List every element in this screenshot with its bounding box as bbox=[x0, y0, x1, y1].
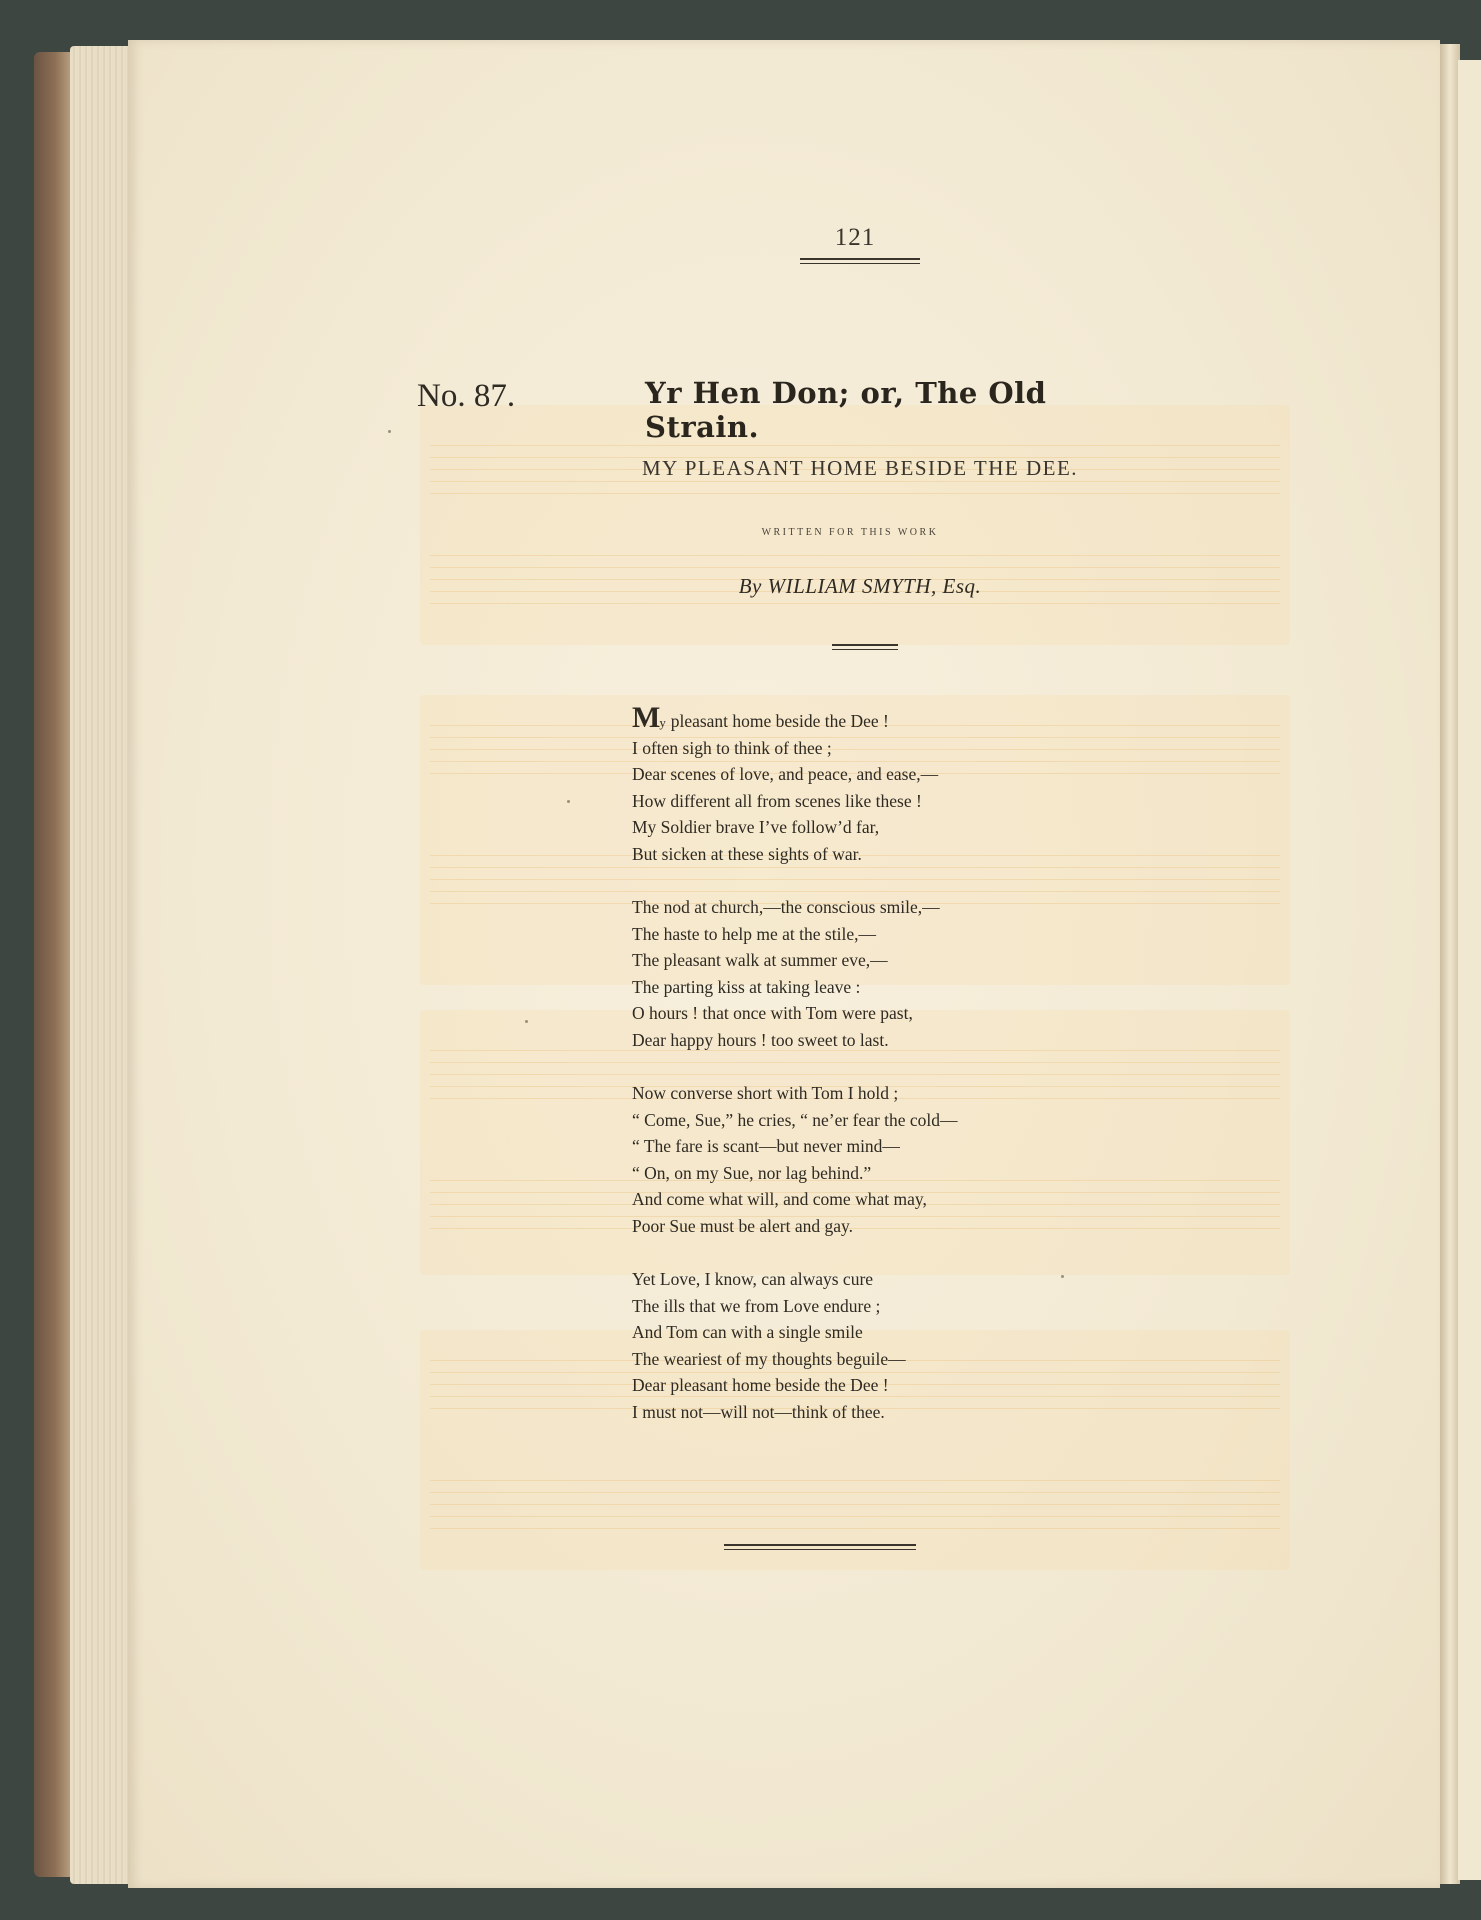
poem-line: How different all from scenes like these ! bbox=[632, 790, 922, 811]
stanza bbox=[632, 701, 1192, 867]
poem-line: The parting kiss at taking leave : bbox=[632, 976, 861, 997]
stanza bbox=[632, 1266, 1192, 1425]
poem-line: The haste to help me at the stile,— bbox=[632, 923, 876, 944]
poem-line: I often sigh to think of thee ; bbox=[632, 737, 832, 758]
page-number: 121 bbox=[834, 224, 876, 251]
drop-cap-rest: y bbox=[659, 715, 667, 730]
paper-speck bbox=[388, 430, 391, 433]
stanza bbox=[632, 894, 1192, 1053]
closing-rule bbox=[724, 1544, 916, 1546]
paper-speck bbox=[1061, 1275, 1064, 1278]
poem-line: Now converse short with Tom I hold ; bbox=[632, 1083, 899, 1103]
poem-line: Dear pleasant home beside the Dee ! bbox=[632, 1375, 889, 1395]
author-credit: By WILLIAM SMYTH, Esq. bbox=[738, 574, 982, 598]
poem-line: The ills that we from Love endure ; bbox=[632, 1295, 881, 1316]
poem-line: And Tom can with a single smile bbox=[632, 1322, 863, 1342]
poem-line: O hours ! that once with Tom were past, bbox=[632, 1003, 913, 1023]
tune-title: Yr Hen Don; or, The Old Strain. bbox=[645, 376, 1047, 444]
poem-line: Poor Sue must be alert and gay. bbox=[632, 1215, 853, 1236]
facing-page-edge bbox=[1458, 60, 1481, 1880]
poem-line: The pleasant walk at summer eve,— bbox=[632, 950, 888, 970]
paper-speck bbox=[525, 1020, 528, 1023]
stanza bbox=[632, 1080, 1192, 1239]
poem bbox=[632, 701, 1192, 1452]
book-gutter bbox=[1440, 44, 1460, 1884]
poem-line: My Soldier brave I’ve follow’d far, bbox=[632, 817, 880, 837]
drop-cap: M bbox=[632, 701, 660, 734]
poem-line: But sicken at these sights of war. bbox=[632, 843, 862, 864]
poem-line: The nod at church,—the conscious smile,— bbox=[632, 897, 940, 917]
poem-line: My pleasant home beside the Dee ! bbox=[632, 701, 889, 734]
poem-line: “ The fare is scant—but never mind— bbox=[632, 1136, 900, 1156]
paper-speck bbox=[567, 800, 570, 803]
written-for-note: WRITTEN FOR THIS WORK bbox=[761, 527, 939, 538]
poem-line: The weariest of my thoughts beguile— bbox=[632, 1348, 906, 1369]
poem-line: And come what will, and come what may, bbox=[632, 1189, 927, 1209]
poem-line: Yet Love, I know, can always cure bbox=[632, 1269, 874, 1289]
poem-line: Dear happy hours ! too sweet to last. bbox=[632, 1029, 889, 1050]
poem-line: I must not—will not—think of thee. bbox=[632, 1401, 885, 1422]
poem-line: “ On, on my Sue, nor lag behind.” bbox=[632, 1162, 872, 1183]
poem-line: “ Come, Sue,” he cries, “ ne’er fear the cold— bbox=[632, 1109, 958, 1130]
header-rule bbox=[800, 258, 920, 260]
song-title: MY PLEASANT HOME BESIDE THE DEE. bbox=[641, 456, 1079, 480]
title-rule bbox=[832, 644, 898, 646]
poem-line: Dear scenes of love, and peace, and ease,— bbox=[632, 764, 939, 784]
song-number: No. 87. bbox=[417, 378, 516, 414]
